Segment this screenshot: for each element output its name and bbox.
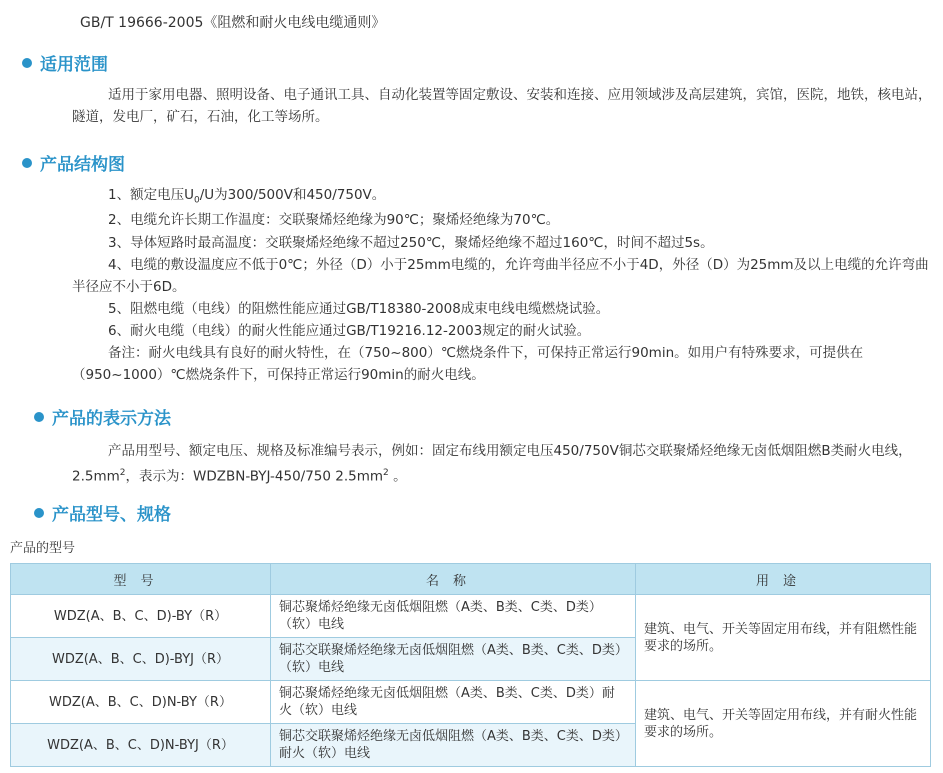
- section-structure-heading: [22, 150, 125, 175]
- superscript: 2: [119, 468, 126, 478]
- item-text: 1、额定电压U: [108, 187, 194, 203]
- section-scope-heading: [22, 50, 108, 75]
- section-title: 产品型号、规格: [52, 505, 171, 525]
- superscript: 2: [383, 468, 389, 478]
- table-caption: 产品的型号: [10, 541, 76, 556]
- header-use: 用途: [636, 564, 931, 595]
- bullet-dot-icon: [34, 508, 44, 518]
- use-cell: 建筑、电气、开关等固定用布线，并有耐火性能要求的场所。: [636, 681, 931, 767]
- text-part: 。: [388, 468, 407, 485]
- model-cell: WDZ(A、B、C、D)N-BYJ（R）: [11, 724, 271, 767]
- table-row: [11, 681, 931, 724]
- header-model: 型号: [11, 564, 271, 595]
- name-cell: 铜芯聚烯烃绝缘无卤低烟阻燃（A类、B类、C类、D类）耐火（软）电线: [271, 681, 636, 724]
- bullet-dot-icon: [34, 412, 44, 422]
- subscript: 0: [193, 195, 200, 206]
- model-cell: WDZ(A、B、C、D)N-BY（R）: [11, 681, 271, 724]
- bullet-dot-icon: [22, 158, 32, 168]
- name-cell: 铜芯聚烯烃绝缘无卤低烟阻燃（A类、B类、C类、D类）（软）电线: [271, 595, 636, 638]
- table-header-row: [11, 564, 931, 595]
- item-text: /U为300/500V和450/750V。: [199, 187, 386, 203]
- structure-item-3: 3、导体短路时最高温度：交联聚烯烃绝缘不超过250℃，聚烯烃绝缘不超过160℃，时间不超过5s。: [108, 235, 714, 251]
- bullet-dot-icon: [22, 58, 32, 68]
- structure-item-2: 2、电缆允许长期工作温度：交联聚烯烃绝缘为90℃；聚烯烃绝缘为70℃。: [108, 212, 560, 228]
- section-title: 适用范围: [40, 55, 108, 75]
- use-cell: 建筑、电气、开关等固定用布线，并有阻燃性能要求的场所。: [636, 595, 931, 681]
- text-part: ，表示为：WDZBN-BYJ-450/750 2.5mm: [125, 468, 384, 485]
- section-title: 产品结构图: [40, 155, 125, 175]
- name-cell: 铜芯交联聚烯烃绝缘无卤低烟阻燃（A类、B类、C类、D类）（软）电线: [271, 638, 636, 681]
- name-cell: 铜芯交联聚烯烃绝缘无卤低烟阻燃（A类、B类、C类、D类）耐火（软）电线: [271, 724, 636, 767]
- table-row: [11, 595, 931, 638]
- section-models-heading: [34, 500, 171, 525]
- representation-text: [72, 440, 934, 488]
- model-cell: WDZ(A、B、C、D)-BY（R）: [11, 595, 271, 638]
- standard-title: GB/T 19666-2005《阻燃和耐火电线电缆通则》: [80, 15, 386, 31]
- section-title: 产品的表示方法: [52, 409, 171, 429]
- model-cell: WDZ(A、B、C、D)-BYJ（R）: [11, 638, 271, 681]
- structure-item-1: [72, 184, 934, 212]
- section-representation-heading: [34, 404, 171, 429]
- structure-item-5: 5、阻燃电缆（电线）的阻燃性能应通过GB/T18380-2008成束电线电缆燃烧试验。: [108, 301, 610, 317]
- structure-item-6: 6、耐火电缆（电线）的耐火性能应通过GB/T19216.12-2003规定的耐火试验。: [108, 323, 591, 339]
- header-name: 名称: [271, 564, 636, 595]
- structure-item-4: 4、电缆的敷设温度应不低于0℃；外径（D）小于25mm电缆的，允许弯曲半径应不小于4D，外径（D）为25mm及以上电缆的允许弯曲半径应不小于6D。: [72, 257, 929, 295]
- scope-text: 适用于家用电器、照明设备、电子通讯工具、自动化装置等固定敷设、安装和连接、应用领域涉及高层建筑，宾馆，医院，地铁，核电站，隧道，发电厂，矿石，石油，化工等场所。: [72, 87, 932, 125]
- structure-note: 备注：耐火电线具有良好的耐火特性，在（750~800）℃燃烧条件下，可保持正常运行90min。如用户有特殊要求，可提供在（950~1000）℃燃烧条件下，可保持正常运行90min的耐火电线。: [72, 345, 864, 383]
- model-table: [10, 563, 931, 767]
- text-part: 产品用型号、额定电压、规格及标准编号表示，例如：固定布线用额定电压450/750V铜芯交联聚烯烃绝缘无卤低烟阻燃B类耐火电线，2.5mm: [72, 443, 912, 485]
